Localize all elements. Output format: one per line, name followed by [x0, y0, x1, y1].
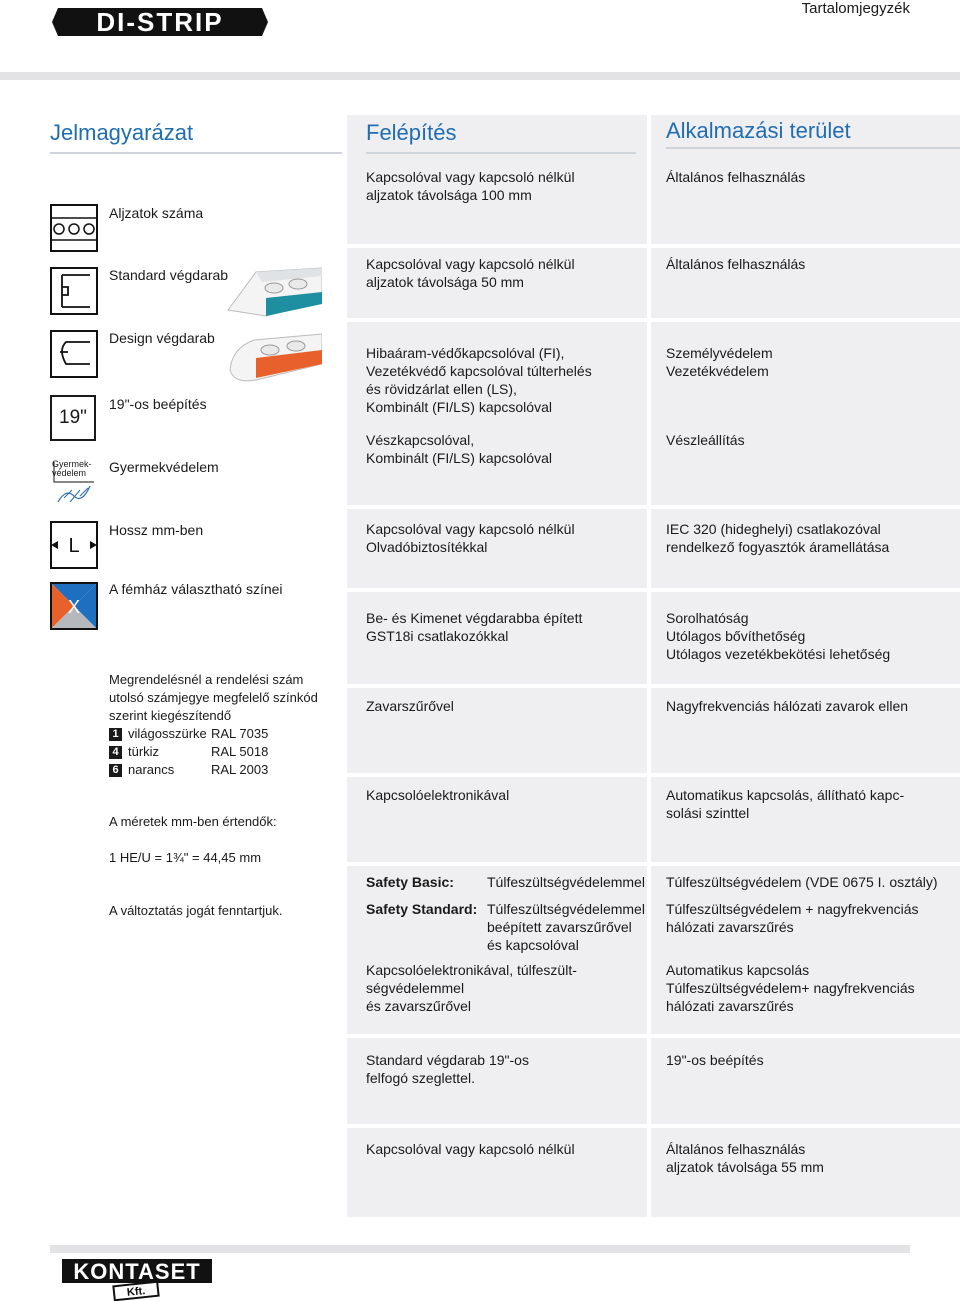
application-line: Automatikus kapcsolás	[666, 962, 810, 978]
legend-title-underline	[50, 152, 342, 154]
child-protection-icon	[50, 460, 96, 506]
structure-line: felfogó szeglettel.	[366, 1070, 475, 1086]
row-divider	[347, 244, 960, 248]
design-end-product-image	[226, 330, 322, 386]
structure-line: aljzatok távolsága 100 mm	[366, 187, 532, 203]
structure-row	[366, 609, 582, 645]
row-divider	[347, 505, 960, 509]
legend-title: Jelmagyarázat	[50, 120, 194, 145]
brand-text: DI-STRIP	[96, 7, 224, 37]
application-line: IEC 320 (hideghelyi) csatlakozóval	[666, 521, 881, 537]
length-icon	[50, 521, 98, 569]
application-title-underline	[666, 147, 960, 149]
color-code-item	[109, 761, 268, 779]
structure-line: Standard végdarab 19"-os	[366, 1052, 529, 1068]
row-divider	[347, 1034, 960, 1038]
legend-child-protection: Gyermekvédelem	[109, 459, 219, 475]
color-ral: RAL 5018	[211, 744, 269, 759]
structure-line: Túlfeszültségvédelemmel	[487, 901, 645, 917]
application-row	[666, 873, 938, 891]
legend-design-end: Design végdarab	[109, 330, 215, 346]
application-line: hálózati zavarszűrés	[666, 919, 794, 935]
colors-icon-letter: X	[67, 597, 81, 617]
dimensions-note: A méretek mm-ben értendők:	[109, 814, 277, 829]
he-u-note: 1 HE/U = 1¾" = 44,45 mm	[109, 850, 262, 865]
order-note-line: Megrendelésnél a rendelési szám	[109, 672, 304, 687]
structure-line: Kombinált (FI/LS) kapcsolóval	[366, 399, 552, 415]
application-row	[666, 255, 805, 273]
application-line: Utólagos bővíthetőség	[666, 628, 806, 644]
inch19-icon: 19"	[50, 395, 96, 441]
application-line: solási szinttel	[666, 805, 750, 821]
legend-standard-end: Standard végdarab	[109, 267, 229, 283]
application-row	[666, 900, 919, 936]
color-code-item	[109, 725, 268, 743]
structure-row	[366, 1140, 575, 1158]
color-ral: RAL 2003	[211, 762, 269, 777]
toc-link[interactable]: Tartalomjegyzék	[801, 0, 910, 17]
standard-end-icon	[50, 267, 98, 315]
top-divider	[0, 72, 960, 80]
legend-sockets-count: Aljzatok száma	[109, 205, 204, 221]
application-row	[666, 609, 890, 663]
color-code-list	[109, 725, 268, 779]
application-line: Utólagos vezetékbekötési lehetőség	[666, 646, 891, 662]
housing-colors-icon	[50, 582, 98, 630]
child-protection-icon-label: Gyermek- védelem	[52, 459, 92, 478]
structure-line: aljzatok távolsága 50 mm	[366, 274, 524, 290]
order-note-line: utolsó számjegye megfelelő színkód	[109, 690, 318, 705]
row-divider	[347, 862, 960, 866]
application-line: Nagyfrekvenciás hálózati zavarok ellen	[666, 698, 909, 714]
di-strip-logo	[52, 6, 268, 38]
application-line: aljzatok távolsága 55 mm	[666, 1159, 824, 1175]
application-row	[666, 1051, 764, 1069]
structure-line: Zavarszűrővel	[366, 698, 454, 714]
row-divider	[347, 588, 960, 592]
structure-row	[366, 255, 575, 291]
structure-line: és zavarszűrővel	[366, 998, 472, 1014]
structure-line: Olvadóbiztosítékkal	[366, 539, 488, 555]
application-line: Túlfeszültségvédelem + nagyfrekvenciás	[666, 901, 919, 917]
length-icon-letter: L	[68, 535, 80, 557]
application-row	[666, 697, 908, 715]
bottom-divider	[50, 1245, 910, 1253]
rights-note: A változtatás jogát fenntartjuk.	[109, 903, 283, 918]
structure-row	[366, 961, 577, 1015]
application-line: hálózati zavarszűrés	[666, 998, 794, 1014]
structure-row	[366, 1051, 529, 1087]
application-line: Általános felhasználás	[666, 169, 806, 185]
color-name: narancs	[128, 762, 175, 777]
application-line: Vezetékvédelem	[666, 363, 769, 379]
structure-row	[366, 168, 575, 204]
row-divider	[347, 318, 960, 322]
structure-line: Kapcsolóval vagy kapcsoló nélkül	[366, 256, 575, 272]
color-code-item	[109, 743, 268, 761]
structure-line: Vezetékvédő kapcsolóval túlterhelés	[366, 363, 592, 379]
structure-line: Vészkapcsolóval,	[366, 432, 475, 448]
structure-line: Kapcsolóelektronikával	[366, 787, 510, 803]
structure-line: beépített zavarszűrővel	[487, 919, 632, 935]
application-line: Személyvédelem	[666, 345, 773, 361]
color-name: türkiz	[128, 744, 160, 759]
order-note-line: szerint kiegészítendő	[109, 708, 232, 723]
kft-text: Kft.	[126, 1285, 146, 1299]
row-divider	[347, 684, 960, 688]
structure-row	[366, 520, 575, 556]
application-row	[666, 520, 889, 556]
structure-title-underline	[366, 152, 636, 154]
structure-line: Kapcsolóval vagy kapcsoló nélkül	[366, 1141, 575, 1157]
legend-colors-title: A fémház választható színei	[109, 581, 283, 597]
application-row	[666, 786, 904, 822]
color-ral: RAL 7035	[211, 726, 269, 741]
structure-line: Kapcsolóval vagy kapcsoló nélkül	[366, 169, 575, 185]
structure-row	[366, 697, 454, 715]
application-line: Túlfeszültségvédelem+ nagyfrekvenciás	[666, 980, 915, 996]
legend-19-inch: 19"-os beépítés	[109, 396, 207, 412]
structure-line: és rövidzárlat ellen (LS),	[366, 381, 517, 397]
safety-basic-label: Safety Basic:	[366, 874, 454, 890]
design-end-icon	[50, 330, 98, 378]
application-line: Automatikus kapcsolás, állítható kapc-	[666, 787, 905, 803]
application-row	[666, 344, 773, 380]
application-line: Általános felhasználás	[666, 1141, 806, 1157]
color-code-box: 4	[109, 746, 122, 759]
color-code-box: 1	[109, 728, 122, 741]
structure-row	[366, 786, 509, 804]
structure-line: ségvédelemmel	[366, 980, 465, 996]
sockets-count-icon	[50, 204, 98, 252]
application-line: Általános felhasználás	[666, 256, 806, 272]
structure-title: Felépítés	[366, 120, 457, 145]
application-line: 19"-os beépítés	[666, 1052, 764, 1068]
structure-line: Kapcsolóval vagy kapcsoló nélkül	[366, 521, 575, 537]
order-note	[109, 671, 318, 725]
application-row	[666, 168, 805, 186]
application-line: Vészleállítás	[666, 432, 745, 448]
application-line: rendelkező fogyasztók áramellátása	[666, 539, 890, 555]
structure-row	[487, 900, 645, 954]
structure-line: Túlfeszültségvédelemmel	[487, 874, 645, 890]
kontaset-text: KONTASET	[73, 1259, 201, 1284]
color-name: világosszürke	[128, 726, 207, 741]
structure-line: Be- és Kimenet végdarabba épített	[366, 610, 583, 626]
application-line: Túlfeszültségvédelem (VDE 0675 I. osztály)	[666, 874, 938, 890]
application-row	[666, 961, 915, 1015]
structure-line: GST18i csatlakozókkal	[366, 628, 509, 644]
structure-line: és kapcsolóval	[487, 937, 579, 953]
color-code-box: 6	[109, 764, 122, 777]
application-title: Alkalmazási terület	[666, 118, 851, 143]
kontaset-logo	[62, 1255, 212, 1301]
standard-end-product-image	[226, 262, 322, 318]
structure-line: Kombinált (FI/LS) kapcsolóval	[366, 450, 552, 466]
row-divider	[347, 1124, 960, 1128]
structure-row	[366, 344, 592, 416]
structure-line: Kapcsolóelektronikával, túlfeszült-	[366, 962, 577, 978]
application-row	[666, 431, 745, 449]
row-divider	[347, 773, 960, 777]
application-row	[666, 1140, 824, 1176]
structure-line: Hibaáram-védőkapcsolóval (FI),	[366, 345, 565, 361]
legend-length: Hossz mm-ben	[109, 522, 204, 538]
application-line: Sorolhatóság	[666, 610, 749, 626]
structure-row	[366, 431, 552, 467]
structure-row	[487, 873, 645, 891]
safety-standard-label: Safety Standard:	[366, 901, 478, 917]
